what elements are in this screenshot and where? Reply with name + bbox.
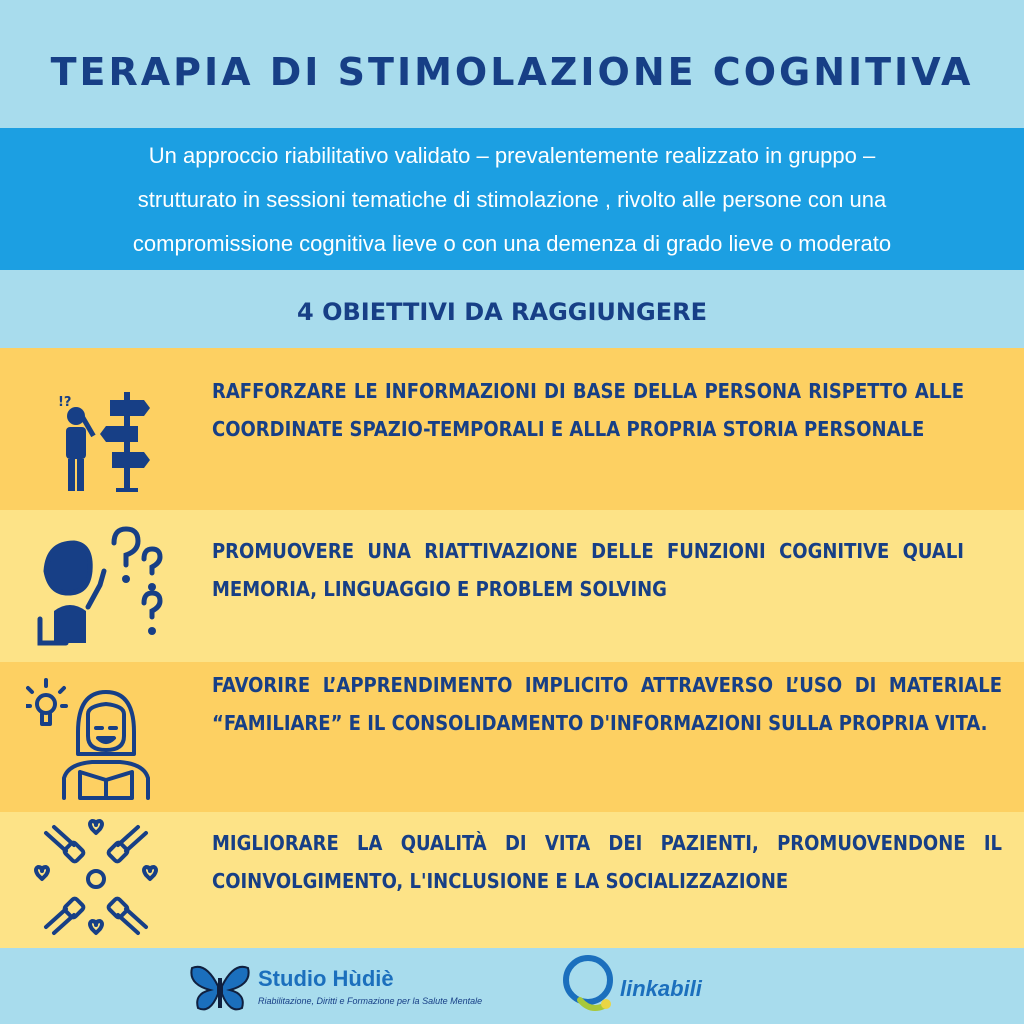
joined-hands-hearts-icon bbox=[26, 815, 166, 945]
objective-text: FAVORIRE L’APPRENDIMENTO IMPLICITO ATTRAVERSO L’USO DI MATERIALE “FAMILIARE” E IL CONSOLIDAMENTO D'INFORMAZIONI SULLA PROPRIA VITA. bbox=[212, 673, 1002, 735]
confused-person-signpost-icon bbox=[26, 364, 166, 494]
objectives-heading: 4 OBIETTIVI DA RAGGIUNGERE bbox=[297, 298, 707, 326]
objective-row-2 bbox=[0, 510, 1024, 662]
svg-text:!?: !? bbox=[58, 395, 72, 410]
objective-row-1 bbox=[0, 348, 1024, 510]
objective-row-3 bbox=[0, 662, 1024, 812]
linkabili-name: linkabili bbox=[620, 976, 702, 1001]
footer bbox=[0, 948, 1024, 1024]
objective-text: RAFFORZARE LE INFORMAZIONI DI BASE DELLA PERSONA RISPETTO ALLE COORDINATE SPAZIO-TEMPORALI E ALLA PROPRIA STORIA PERSONALE bbox=[212, 379, 964, 441]
linkabili-logo bbox=[560, 952, 730, 1018]
thinking-woman-question-marks-icon bbox=[26, 521, 166, 651]
intro-line: Un approccio riabilitativo validato – prevalentemente realizzato in gruppo – bbox=[148, 143, 876, 168]
intro-band bbox=[0, 128, 1024, 270]
objective-text: PROMUOVERE UNA RIATTIVAZIONE DELLE FUNZIONI COGNITIVE QUALI MEMORIA, LINGUAGGIO E PROBLEM SOLVING bbox=[212, 539, 964, 601]
butterfly-icon bbox=[188, 960, 252, 1016]
learning-woman-lightbulb-icon bbox=[26, 672, 166, 802]
objective-text: MIGLIORARE LA QUALITÀ DI VITA DEI PAZIENTI, PROMUOVENDONE IL COINVOLGIMENTO, L'INCLUSIONE E LA SOCIALIZZAZIONE bbox=[212, 831, 1002, 893]
studio-hudie-logo bbox=[188, 960, 483, 1016]
studio-hudie-name: Studio Hùdiè bbox=[258, 966, 394, 991]
page-title: TERAPIA DI STIMOLAZIONE COGNITIVA bbox=[50, 50, 974, 94]
intro-line: compromissione cognitiva lieve o con una demenza di grado lieve o moderato bbox=[132, 231, 892, 256]
studio-hudie-tagline: Riabilitazione, Diritti e Formazione per la Salute Mentale bbox=[258, 996, 483, 1006]
objective-row-4 bbox=[0, 812, 1024, 948]
linkabili-ring-icon bbox=[560, 952, 620, 1018]
intro-line: strutturato in sessioni tematiche di stimolazione , rivolto alle persone con una bbox=[137, 187, 887, 212]
